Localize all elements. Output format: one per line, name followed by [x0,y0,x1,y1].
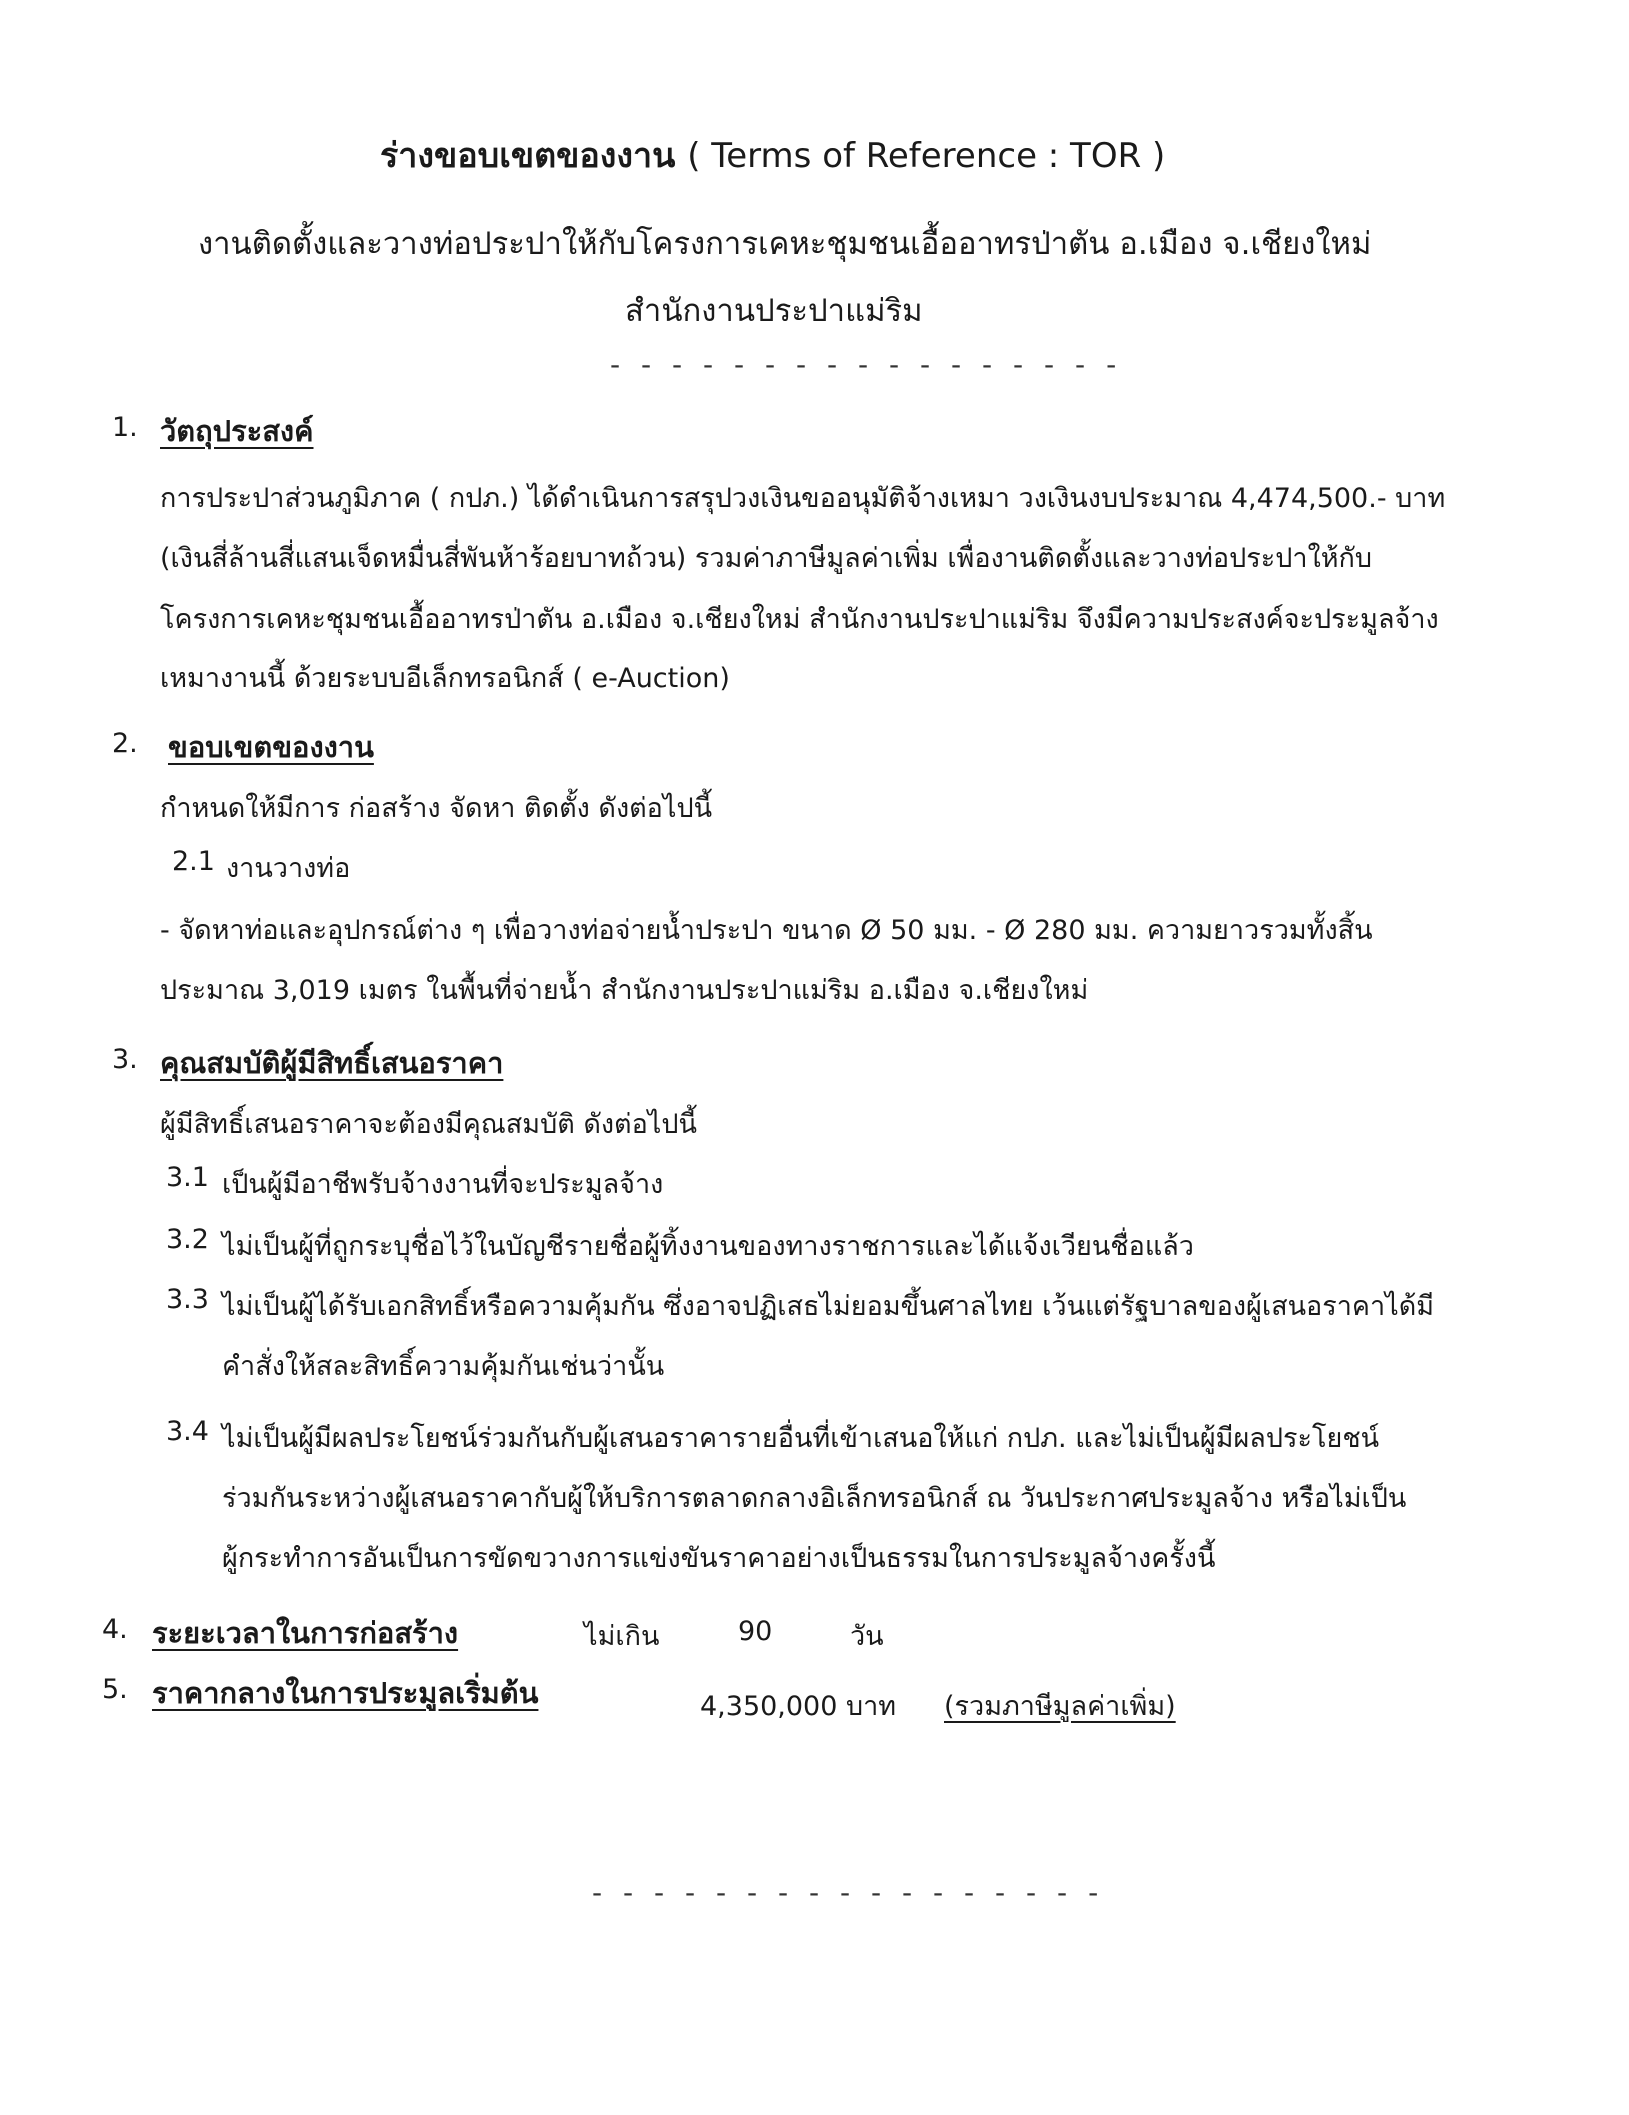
title-thai: ร่างขอบเขตของงาน [380,136,676,176]
section-3-number: 3. [112,1044,138,1075]
section-3-intro: ผู้มีสิทธิ์เสนอราคาจะต้องมีคุณสมบัติ ดังต่อไปนี้ [160,1109,697,1140]
title-english: ( Terms of Reference : TOR ) [687,136,1166,176]
item-3-3-line-1: ไม่เป็นผู้ได้รับเอกสิทธิ์หรือความคุ้มกัน ซึ่งอาจปฏิเสธไม่ยอมขึ้นศาลไทย เว้นแต่รัฐบาลของผู้เสนอราคาได้มี [222,1291,1435,1322]
section-1-heading: วัตถุประสงค์ [160,414,314,448]
section-2-1-number: 2.1 [172,846,215,877]
section-4-value: 90 [738,1616,773,1647]
section-2-heading: ขอบเขตของงาน [168,730,374,764]
section-2-1-label: งานวางท่อ [226,853,351,884]
document-title [380,128,1165,182]
section-5-number: 5. [102,1674,128,1705]
header-separator: - - - - - - - - - - - - - - - - - [610,348,1123,381]
section-4-number: 4. [102,1614,128,1645]
item-3-4-line-1: ไม่เป็นผู้มีผลประโยชน์ร่วมกันกับผู้เสนอราคารายอื่นที่เข้าเสนอให้แก่ กปภ. และไม่เป็นผู้มีผลประโยชน์ [222,1423,1380,1454]
section-2-line-2: ประมาณ 3,019 เมตร ในพื้นที่จ่ายน้ำ สำนักงานประปาแม่ริม อ.เมือง จ.เชียงใหม่ [160,975,1089,1006]
section-5-note: (รวมภาษีมูลค่าเพิ่ม) [944,1691,1176,1722]
section-5-heading: ราคากลางในการประมูลเริ่มต้น [152,1676,539,1710]
section-2-line-1: - จัดหาท่อและอุปกรณ์ต่าง ๆ เพื่อวางท่อจ่ายน้ำประปา ขนาด Ø 50 มม. - Ø 280 มม. ความยาวรวมทั้งสิ้น [160,915,1373,946]
item-3-1-number: 3.1 [166,1162,209,1193]
item-3-4-line-2: ร่วมกันระหว่างผู้เสนอราคากับผู้ให้บริการตลาดกลางอิเล็กทรอนิกส์ ณ วันประกาศประมูลจ้าง หรือไม่เป็น [222,1483,1407,1514]
item-3-3-line-2: คำสั่งให้สละสิทธิ์ความคุ้มกันเช่นว่านั้น [222,1351,665,1382]
footer-separator: - - - - - - - - - - - - - - - - - [592,1876,1105,1909]
item-3-2-line-1: ไม่เป็นผู้ที่ถูกระบุชื่อไว้ในบัญชีรายชื่อผู้ทิ้งงานของทางราชการและได้แจ้งเวียนชื่อแล้ว [222,1231,1194,1262]
item-3-1-line-1: เป็นผู้มีอาชีพรับจ้างงานที่จะประมูลจ้าง [222,1169,664,1200]
section-3-heading: คุณสมบัติผู้มีสิทธิ์เสนอราคา [160,1046,504,1080]
section-2-intro: กำหนดให้มีการ ก่อสร้าง จัดหา ติดตั้ง ดังต่อไปนี้ [160,793,713,824]
section-1-number: 1. [112,412,138,443]
section-2-number: 2. [112,728,138,759]
subtitle-project: งานติดตั้งและวางท่อประปาให้กับโครงการเคหะชุมชนเอื้ออาทรป่าตัน อ.เมือง จ.เชียงใหม่ [198,226,1372,262]
item-3-2-number: 3.2 [166,1224,209,1255]
item-3-3-number: 3.3 [166,1284,209,1315]
section-4-unit: วัน [850,1621,884,1652]
section-4-heading: ระยะเวลาในการก่อสร้าง [152,1616,459,1650]
section-1-line-3: โครงการเคหะชุมชนเอื้ออาทรป่าตัน อ.เมือง จ.เชียงใหม่ สำนักงานประปาแม่ริม จึงมีความประสงค์จะประมูลจ้าง [160,604,1439,635]
section-1-line-4: เหมางานนี้ ด้วยระบบอีเล็กทรอนิกส์ ( e-Auction) [160,663,730,694]
section-1-line-1: การประปาส่วนภูมิภาค ( กปภ.) ได้ดำเนินการสรุปวงเงินขออนุมัติจ้างเหมา วงเงินงบประมาณ 4,474,500.- บาท [160,483,1446,514]
section-1-line-2: (เงินสี่ล้านสี่แสนเจ็ดหมื่นสี่พันห้าร้อยบาทถ้วน) รวมค่าภาษีมูลค่าเพิ่ม เพื่องานติดตั้งและวางท่อประปาให้กับ [160,543,1373,574]
item-3-4-number: 3.4 [166,1416,209,1447]
subtitle-office: สำนักงานประปาแม่ริม [625,293,923,329]
section-5-value: 4,350,000 บาท [700,1691,897,1722]
section-4-prefix: ไม่เกิน [584,1621,660,1652]
item-3-4-line-3: ผู้กระทำการอันเป็นการขัดขวางการแข่งขันราคาอย่างเป็นธรรมในการประมูลจ้างครั้งนี้ [222,1543,1216,1574]
